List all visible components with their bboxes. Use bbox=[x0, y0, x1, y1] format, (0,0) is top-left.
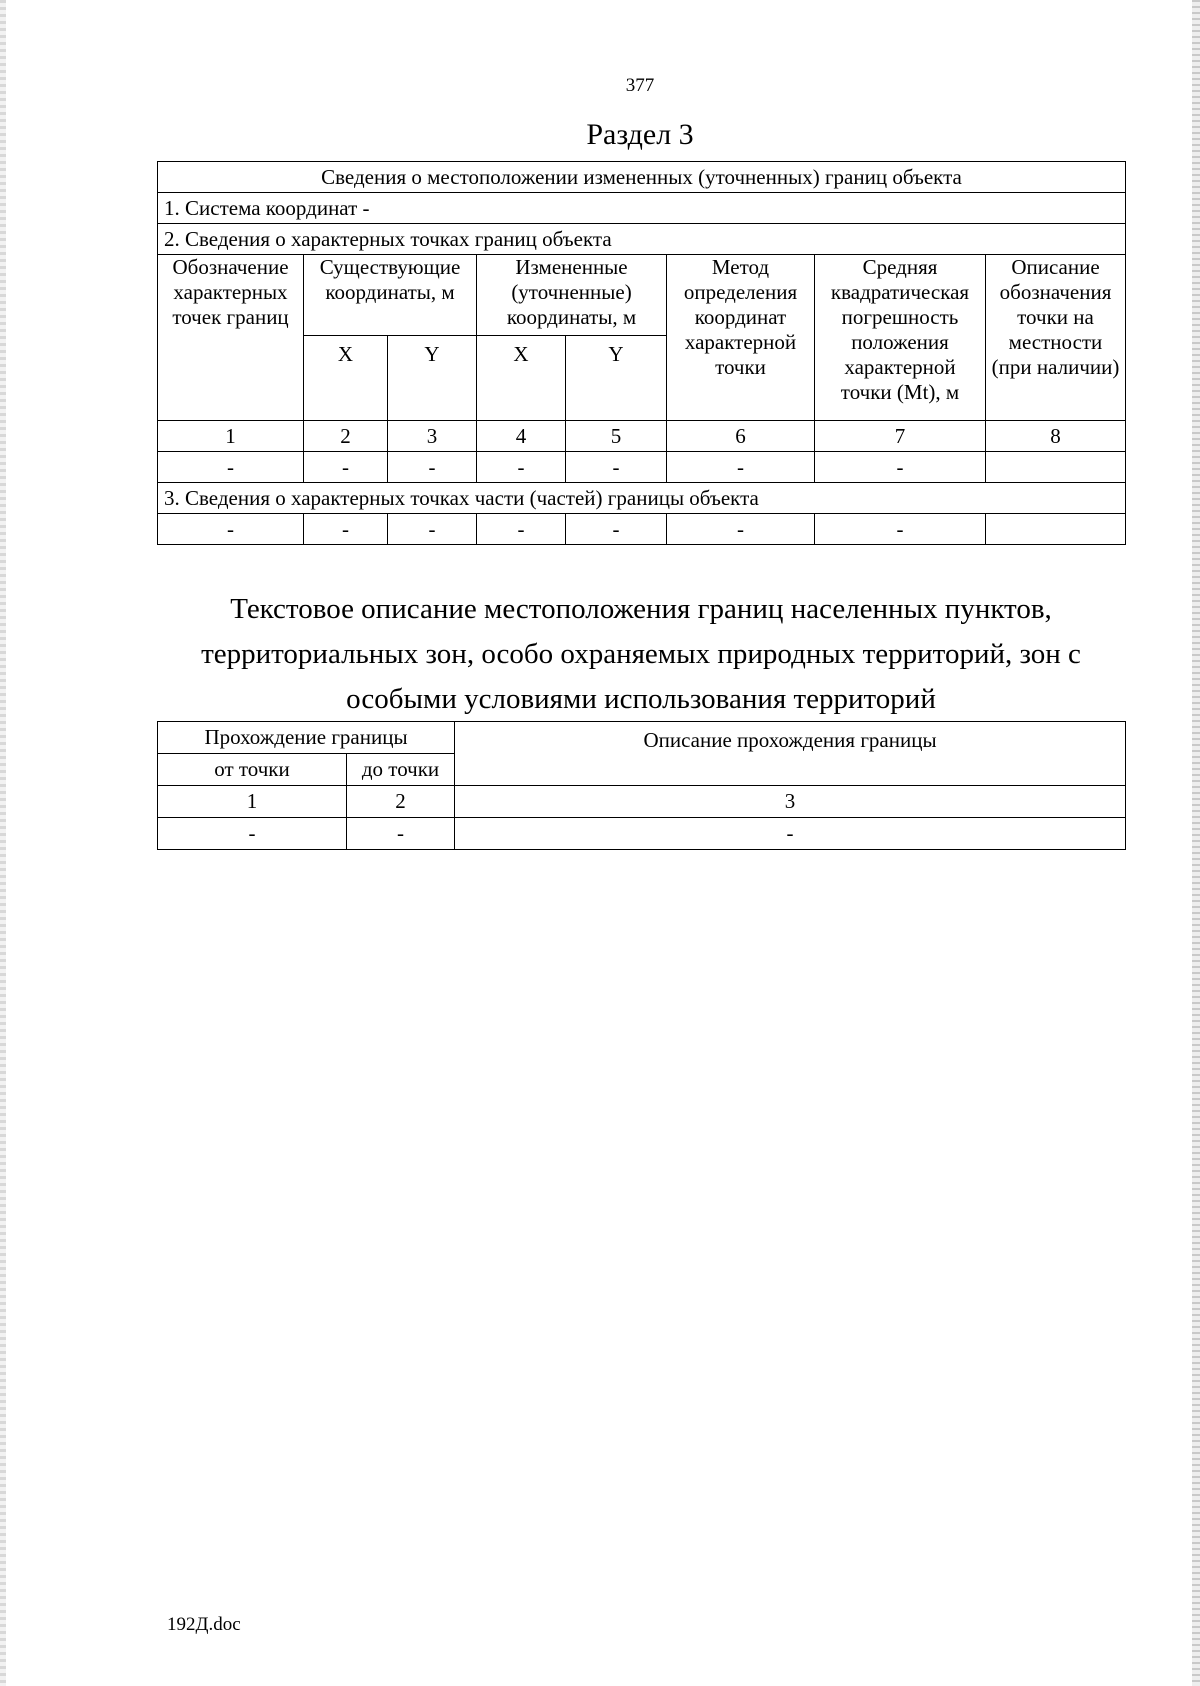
table-cell: - bbox=[566, 514, 667, 545]
boundary-description-table bbox=[157, 721, 1126, 850]
column-number: 4 bbox=[477, 421, 566, 452]
table-cell bbox=[986, 452, 1126, 483]
column-numbers-row bbox=[158, 421, 1126, 452]
header-method: Метод определения координат характерной точки bbox=[667, 255, 815, 421]
scan-edge-left bbox=[0, 0, 6, 1686]
column-numbers-row bbox=[158, 786, 1126, 818]
section-title: Раздел 3 bbox=[586, 118, 694, 151]
column-number: 8 bbox=[986, 421, 1126, 452]
header-passage: Прохождение границы bbox=[158, 722, 455, 754]
table-cell: - bbox=[477, 514, 566, 545]
table-cell: - bbox=[158, 452, 304, 483]
header-to-point: до точки bbox=[347, 754, 455, 786]
header-existing-coords: Существующие координаты, м bbox=[304, 255, 477, 336]
column-number: 5 bbox=[566, 421, 667, 452]
page-number: 377 bbox=[625, 75, 655, 96]
table-cell: - bbox=[158, 818, 347, 850]
points-heading-row: 2. Сведения о характерных точках границ объекта bbox=[158, 224, 1126, 255]
header-changed-coords: Измененные (уточненные) координаты, м bbox=[477, 255, 667, 336]
table-cell: - bbox=[566, 452, 667, 483]
column-number: 6 bbox=[667, 421, 815, 452]
table-cell: - bbox=[304, 514, 388, 545]
table-cell: - bbox=[347, 818, 455, 850]
column-number: 1 bbox=[158, 786, 347, 818]
table-cell: - bbox=[667, 514, 815, 545]
coord-system-row: 1. Система координат - bbox=[158, 193, 1126, 224]
table-cell bbox=[986, 514, 1126, 545]
header-description: Описание обозначения точки на местности (при наличии) bbox=[986, 255, 1126, 421]
table-cell: - bbox=[388, 514, 477, 545]
table-cell: - bbox=[477, 452, 566, 483]
header-existing-x: X bbox=[304, 336, 388, 421]
column-number: 1 bbox=[158, 421, 304, 452]
column-number: 3 bbox=[388, 421, 477, 452]
header-error: Средняя квадратическая погрешность положения характерной точки (Мt), м bbox=[815, 255, 986, 421]
footer-filename: 192Д.doc bbox=[167, 1614, 241, 1635]
table-row bbox=[158, 514, 1126, 545]
table-cell: - bbox=[667, 452, 815, 483]
header-designation: Обозначение характерных точек границ bbox=[158, 255, 304, 421]
header-changed-y: Y bbox=[566, 336, 667, 421]
column-number: 7 bbox=[815, 421, 986, 452]
column-number: 3 bbox=[455, 786, 1126, 818]
table-cell: - bbox=[815, 452, 986, 483]
table-cell: - bbox=[304, 452, 388, 483]
header-from-point: от точки bbox=[158, 754, 347, 786]
column-number: 2 bbox=[347, 786, 455, 818]
main-table-title: Сведения о местоположении измененных (уточненных) границ объекта bbox=[158, 162, 1126, 193]
table-cell: - bbox=[158, 514, 304, 545]
table-row bbox=[158, 818, 1126, 850]
header-existing-y: Y bbox=[388, 336, 477, 421]
header-changed-x: X bbox=[477, 336, 566, 421]
table-cell: - bbox=[455, 818, 1126, 850]
boundary-points-table bbox=[157, 161, 1126, 545]
table-cell: - bbox=[815, 514, 986, 545]
text-description-heading: Текстовое описание местоположения границ населенных пунктов, территориальных зон, особо охраняемых природных территорий, зон с особыми условиями использования территорий bbox=[201, 593, 1081, 715]
scan-edge-right bbox=[1192, 0, 1200, 1686]
parts-heading-row: 3. Сведения о характерных точках части (частей) границы объекта bbox=[158, 483, 1126, 514]
column-number: 2 bbox=[304, 421, 388, 452]
header-boundary-description: Описание прохождения границы bbox=[455, 722, 1126, 786]
table-cell: - bbox=[388, 452, 477, 483]
table-row bbox=[158, 452, 1126, 483]
